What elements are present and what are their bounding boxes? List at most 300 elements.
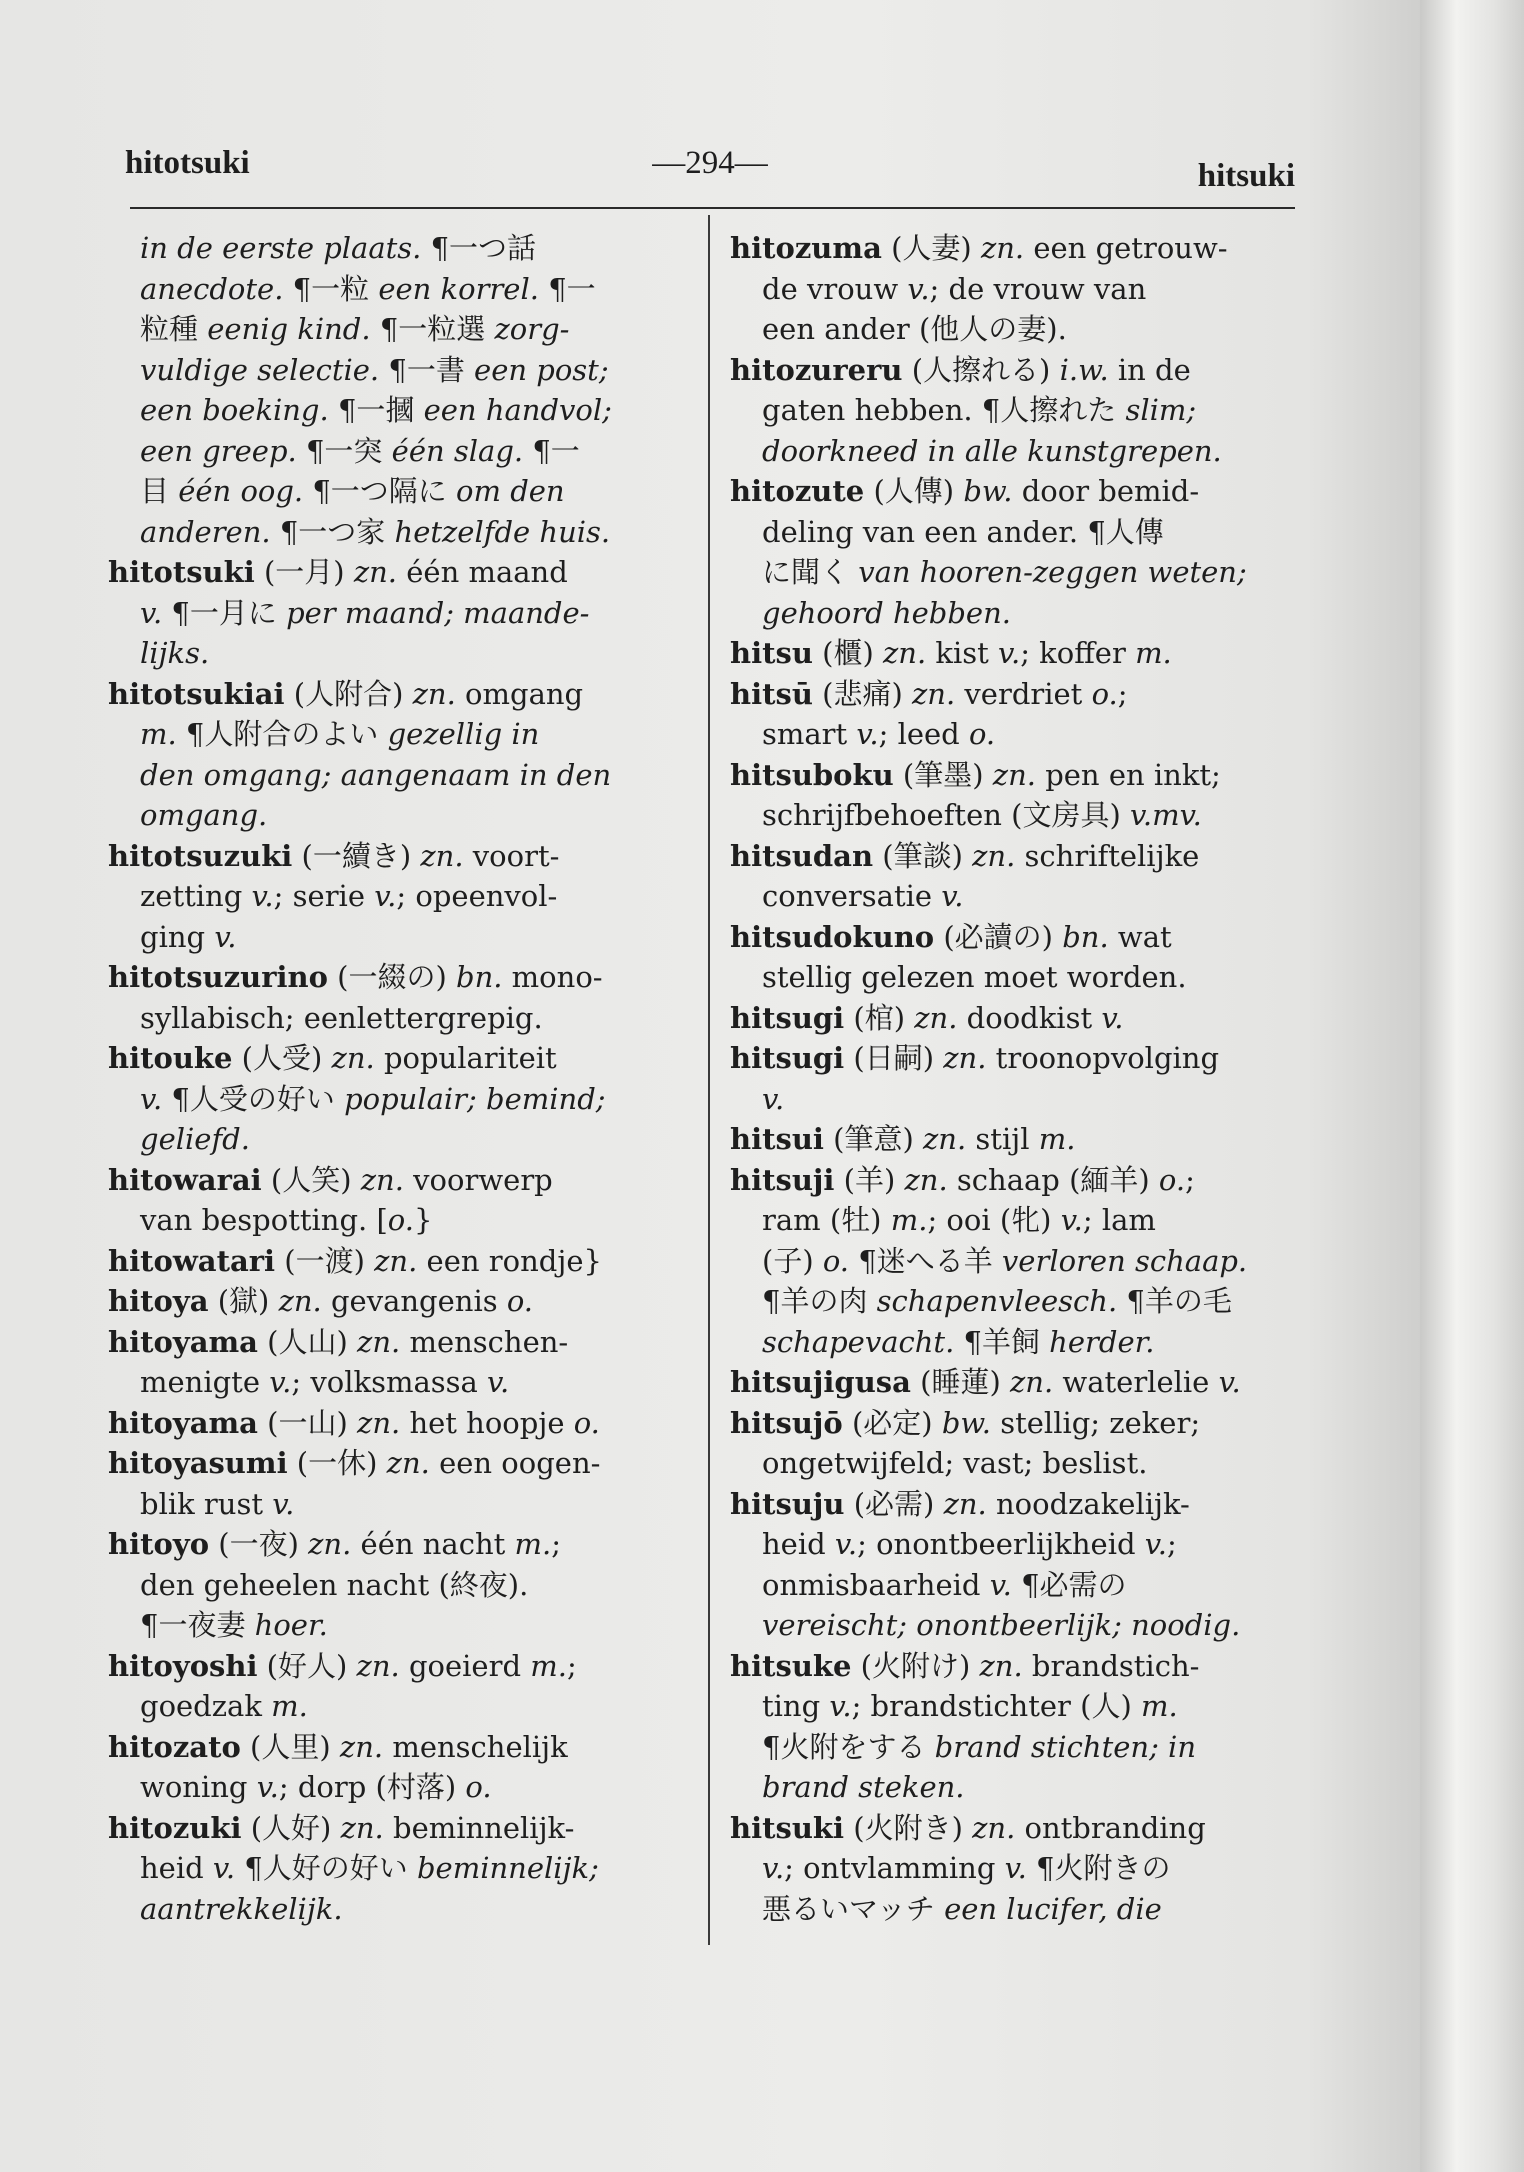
entry-text: m.	[530, 1648, 567, 1683]
entry-text: ¶人受の好い	[162, 1081, 345, 1116]
entry-text: 悪るいマッチ	[762, 1891, 945, 1926]
dictionary-line	[730, 350, 1290, 391]
dictionary-line	[730, 714, 1290, 755]
entry-text: v.	[374, 879, 397, 913]
entry-text: o.	[968, 717, 996, 751]
headword: hitozuki	[108, 1810, 242, 1845]
dictionary-line	[108, 1362, 693, 1403]
entry-text: anecdote.	[140, 271, 293, 306]
entry-text: schrijfbehoeften (文房具)	[762, 798, 1130, 832]
entry-text: deling van een ander. ¶人傳	[762, 514, 1164, 549]
entry-text: het hoopje	[400, 1405, 574, 1440]
headword: hitsujigusa	[730, 1365, 911, 1399]
entry-text: troonopvolging	[986, 1041, 1220, 1075]
entry-text: zn.	[308, 1527, 352, 1561]
dictionary-line	[730, 228, 1290, 269]
dictionary-line	[730, 552, 1290, 593]
dictionary-line	[108, 1686, 693, 1727]
entry-text: een oogen-	[429, 1446, 601, 1480]
entry-text: v.	[856, 717, 879, 751]
entry-text: ; de vrouw van	[929, 271, 1147, 306]
entry-text: brandstich-	[1022, 1648, 1200, 1683]
entry-text: hetzelfde huis.	[394, 514, 611, 549]
dictionary-line	[108, 1443, 693, 1484]
entry-text: (一山)	[257, 1405, 358, 1440]
entry-text: schriftelijke	[1015, 838, 1200, 873]
dictionary-line	[730, 1565, 1290, 1606]
dictionary-line	[730, 795, 1290, 836]
entry-text: doodkist	[957, 1000, 1102, 1035]
headword: hitotsukiai	[108, 676, 285, 711]
entry-text: zn.	[340, 1810, 384, 1845]
entry-text: ging	[140, 919, 215, 954]
entry-text: (人好)	[241, 1810, 341, 1845]
entry-text: zetting	[140, 879, 252, 913]
entry-text: één nacht	[351, 1527, 515, 1561]
entry-text: (一休)	[287, 1446, 387, 1480]
dictionary-line	[730, 876, 1290, 917]
entry-text: ¶一	[532, 433, 580, 468]
entry-text: waterlelie	[1053, 1365, 1219, 1399]
entry-text: ; dorp (村落)	[278, 1770, 466, 1804]
entry-text: zn.	[353, 555, 398, 589]
dictionary-line	[108, 1403, 693, 1444]
dictionary-line	[730, 633, 1290, 674]
entry-text: v.	[214, 919, 237, 954]
entry-text: ;	[551, 1527, 562, 1561]
entry-text: één maand	[397, 555, 568, 589]
dictionary-line	[108, 1565, 693, 1606]
entry-text: noodzakelijk-	[986, 1486, 1190, 1521]
entry-text: ;	[1117, 676, 1128, 711]
entry-text: ¶一月に	[162, 595, 287, 630]
dictionary-line	[108, 1767, 693, 1808]
entry-text: een rondje}	[417, 1243, 602, 1278]
headword: hitsuboku	[730, 757, 894, 792]
entry-text: (必讀の)	[934, 919, 1063, 954]
headword: hitoya	[108, 1284, 209, 1318]
entry-text: vuldige selectie.	[140, 352, 389, 387]
entry-text: heid	[140, 1851, 213, 1885]
dictionary-line	[108, 1322, 693, 1363]
entry-text: zn.	[904, 1162, 948, 1197]
headword: hitsuji	[730, 1162, 835, 1197]
headword: hitoyo	[108, 1527, 210, 1561]
entry-text: een greep.	[140, 433, 306, 468]
entry-text: wat	[1108, 919, 1172, 954]
entry-text: (日嗣)	[844, 1041, 944, 1075]
entry-text: zn.	[980, 231, 1025, 265]
entry-text: ¶火附をする	[762, 1729, 935, 1764]
entry-text: zn.	[923, 1122, 967, 1156]
entry-text: v.	[762, 1851, 785, 1885]
entry-text: v.	[1218, 1365, 1241, 1399]
entry-text: ontbranding	[1015, 1810, 1206, 1845]
entry-text: smart	[762, 717, 857, 751]
right-column	[730, 228, 1290, 1929]
dictionary-line	[108, 1524, 693, 1565]
dictionary-line	[108, 674, 693, 715]
entry-text: zn.	[943, 1486, 987, 1521]
entry-text: (人擦れる)	[902, 352, 1060, 387]
entry-text: v.	[140, 595, 163, 630]
entry-text: zn.	[412, 676, 456, 711]
entry-text: zn.	[357, 1324, 401, 1359]
headword: hitsudan	[730, 838, 874, 873]
entry-text: aantrekkelijk.	[140, 1891, 343, 1926]
entry-text: (一續き)	[292, 838, 421, 873]
dictionary-line	[730, 957, 1290, 998]
headword: hitsudokuno	[730, 919, 935, 954]
entry-text: (人妻)	[881, 231, 981, 265]
entry-text: zn.	[357, 1405, 401, 1440]
entry-text: een handvol;	[423, 393, 612, 427]
headword: hitoyama	[108, 1405, 258, 1440]
entry-text: v.	[989, 1567, 1012, 1602]
entry-text: m.	[271, 1689, 308, 1723]
entry-text: omgang.	[140, 798, 268, 832]
entry-text: (櫃)	[812, 636, 883, 670]
dictionary-line	[108, 1038, 693, 1079]
entry-text: woning	[140, 1770, 257, 1804]
dictionary-line	[730, 1524, 1290, 1565]
entry-text: ongetwijfeld; vast; beslist.	[762, 1446, 1148, 1480]
dictionary-line	[108, 1484, 693, 1525]
dictionary-line	[730, 593, 1290, 634]
entry-text: gevangenis	[321, 1284, 507, 1318]
headword: hitsugi	[730, 1041, 845, 1075]
headword: hitozato	[108, 1729, 241, 1764]
entry-text: één slag.	[391, 433, 533, 468]
dictionary-line	[730, 1281, 1290, 1322]
entry-text: (筆墨)	[893, 757, 993, 792]
entry-text: lijks.	[140, 636, 210, 670]
entry-text: v.	[1144, 1527, 1167, 1561]
entry-text: zn.	[943, 1041, 987, 1075]
entry-text: ; ooi (牝)	[927, 1203, 1061, 1237]
entry-text: een boeking.	[140, 393, 338, 427]
entry-text: m.	[140, 717, 177, 751]
entry-text: v.	[1101, 1000, 1124, 1035]
entry-text: v.	[212, 1851, 236, 1885]
entry-text: de vrouw	[762, 271, 908, 306]
entry-text: ¶迷へる羊	[849, 1243, 1002, 1278]
entry-text: o.	[1091, 676, 1118, 711]
entry-text: stellig; zeker;	[991, 1405, 1201, 1440]
entry-text: zn.	[374, 1243, 418, 1278]
dictionary-line	[730, 471, 1290, 512]
entry-text: ram (牡)	[762, 1203, 891, 1237]
entry-text: (一渡)	[275, 1243, 375, 1278]
entry-text: goedzak	[140, 1689, 272, 1723]
book-spine	[1420, 0, 1524, 2172]
entry-text: (人山)	[257, 1324, 358, 1359]
entry-text: に聞く	[762, 555, 859, 589]
dictionary-line	[730, 998, 1290, 1039]
entry-text: (人受)	[232, 1041, 332, 1075]
entry-text: één oog.	[178, 474, 313, 508]
headword: hitsuke	[730, 1648, 852, 1683]
entry-text: doorkneed in alle kunstgrepen.	[762, 433, 1222, 468]
left-guide-word: hitotsuki	[125, 145, 250, 181]
dictionary-line	[108, 1727, 693, 1768]
dictionary-line	[730, 1484, 1290, 1525]
entry-text: v.	[998, 636, 1021, 670]
entry-text: zn.	[912, 676, 956, 711]
entry-text: v.	[487, 1365, 510, 1399]
dictionary-line	[108, 593, 693, 634]
entry-text: (人笑)	[261, 1162, 361, 1197]
entry-text: stellig gelezen moet worden.	[762, 960, 1187, 994]
entry-text: zn.	[883, 636, 927, 670]
dictionary-line	[730, 1808, 1290, 1849]
entry-text: zn.	[331, 1041, 375, 1075]
entry-text: bn.	[1062, 919, 1109, 954]
entry-text: v.	[1004, 1851, 1027, 1885]
entry-text: zn.	[914, 1000, 958, 1035]
entry-text: brand steken.	[762, 1770, 965, 1804]
entry-text: v.	[256, 1770, 279, 1804]
entry-text: beminnelijk;	[416, 1851, 599, 1885]
dictionary-line	[730, 390, 1290, 431]
dictionary-line	[730, 836, 1290, 877]
entry-text: o.	[506, 1284, 533, 1318]
entry-text: ¶一つ家	[279, 514, 395, 549]
entry-text: o.	[1158, 1162, 1186, 1197]
dictionary-line	[108, 1200, 693, 1241]
dictionary-line	[730, 674, 1290, 715]
entry-text: zn.	[356, 1648, 400, 1683]
entry-text: ; lam	[1082, 1203, 1156, 1237]
entry-text: zn.	[972, 1810, 1016, 1845]
dictionary-line	[108, 228, 693, 269]
headword: hitsu	[730, 636, 813, 670]
entry-text: in de	[1108, 352, 1191, 387]
entry-text: (筆談)	[873, 838, 973, 873]
headword: hitowatari	[108, 1243, 276, 1278]
entry-text: hoer.	[254, 1608, 328, 1642]
entry-text: ¶一粒選	[379, 312, 495, 346]
entry-text: v.	[907, 271, 930, 306]
entry-text: ; koffer	[1020, 636, 1136, 670]
entry-text: (棺)	[844, 1000, 915, 1035]
entry-text: v.mv.	[1129, 798, 1202, 832]
entry-text: herder.	[1049, 1324, 1155, 1359]
entry-text: den geheelen nacht (終夜).	[140, 1567, 529, 1602]
entry-text: voort-	[463, 838, 560, 873]
dictionary-line	[730, 1848, 1290, 1889]
entry-text: i.w.	[1059, 352, 1109, 387]
entry-text: ting	[762, 1689, 830, 1723]
entry-text: }	[413, 1203, 433, 1237]
dictionary-line	[108, 1241, 693, 1282]
entry-text: schaap (緬羊)	[947, 1162, 1159, 1197]
entry-text: ;	[1185, 1162, 1195, 1197]
entry-text: menschelijk	[383, 1729, 568, 1764]
entry-text: ¶一突	[305, 433, 392, 468]
dictionary-line	[730, 917, 1290, 958]
dictionary-line	[108, 350, 693, 391]
entry-text: zn.	[992, 757, 1036, 792]
entry-text: om den	[456, 474, 565, 508]
entry-text: v.	[941, 879, 964, 913]
dictionary-line	[108, 1605, 693, 1646]
entry-text: in de eerste plaats.	[140, 231, 431, 265]
dictionary-line	[108, 836, 693, 877]
entry-text: ; ontvlamming	[784, 1851, 1005, 1885]
entry-text: schapevacht.	[762, 1324, 955, 1359]
entry-text: v.	[762, 1081, 785, 1116]
entry-text: v.	[251, 879, 274, 913]
entry-text: van bespotting. [	[140, 1203, 388, 1237]
entry-text: onmisbaarheid	[762, 1567, 990, 1602]
headword: hitsui	[730, 1122, 824, 1156]
entry-text: ¶一つ話	[430, 231, 537, 265]
dictionary-line	[108, 269, 693, 310]
headword: hitsujō	[730, 1405, 843, 1440]
dictionary-line	[108, 1808, 693, 1849]
dictionary-line	[730, 1889, 1290, 1930]
entry-text: m.	[1038, 1122, 1076, 1156]
entry-text: zn.	[386, 1446, 430, 1480]
entry-text: (人里)	[240, 1729, 340, 1764]
right-guide-word: hitsuki	[1197, 158, 1295, 194]
entry-text: (好人)	[257, 1648, 357, 1683]
dictionary-line	[108, 1119, 693, 1160]
entry-text: (人傳)	[864, 474, 964, 508]
entry-text: ¶羊飼	[954, 1324, 1050, 1359]
entry-text: kist	[926, 636, 999, 670]
entry-text: v.	[829, 1689, 852, 1723]
entry-text: heid	[762, 1527, 835, 1561]
entry-text: o.	[465, 1770, 492, 1804]
entry-text: zn.	[360, 1162, 404, 1197]
dictionary-line	[730, 1646, 1290, 1687]
entry-text: blik rust	[140, 1486, 273, 1521]
dictionary-line	[108, 390, 693, 431]
entry-text: v.	[140, 1081, 163, 1116]
entry-text: bw.	[941, 1405, 991, 1440]
entry-text: ;	[1166, 1527, 1177, 1561]
entry-text: (必定)	[842, 1405, 942, 1440]
entry-text: ; brandstichter (人)	[851, 1689, 1141, 1723]
entry-text: (人附合)	[284, 676, 413, 711]
entry-text: een lucifer, die	[944, 1891, 1162, 1926]
dictionary-line	[108, 714, 693, 755]
entry-text: 目	[140, 474, 179, 508]
headword: hitotsuzurino	[108, 960, 328, 994]
dictionary-line	[108, 512, 693, 553]
dictionary-line	[730, 512, 1290, 553]
headword: hitowarai	[108, 1162, 262, 1197]
entry-text: verdriet	[955, 676, 1092, 711]
entry-text: ¶羊の肉	[762, 1284, 877, 1318]
entry-text: ¶人附合のよい	[176, 717, 388, 751]
entry-text: ¶人好の好い	[235, 1851, 417, 1885]
headword: hitotsuzuki	[108, 838, 293, 873]
entry-text: (筆意)	[823, 1122, 924, 1156]
entry-text: voorwerp	[403, 1162, 553, 1197]
entry-text: (一綴の)	[327, 960, 456, 994]
entry-text: pen en inkt;	[1035, 757, 1221, 792]
entry-text: conversatie	[762, 879, 942, 913]
entry-text: v.	[834, 1527, 858, 1561]
dictionary-line	[730, 1119, 1290, 1160]
dictionary-line	[730, 1686, 1290, 1727]
entry-text: per maand; maande-	[286, 595, 590, 630]
entry-text: o.	[387, 1203, 414, 1237]
dictionary-line	[730, 1160, 1290, 1201]
entry-text: anderen.	[140, 514, 280, 549]
headword: hitsuju	[730, 1486, 845, 1521]
dictionary-line	[730, 1767, 1290, 1808]
headword: hitsuki	[730, 1810, 845, 1845]
entry-text: ¶一書	[388, 352, 475, 387]
dictionary-line	[108, 957, 693, 998]
entry-text: ¶一摑	[337, 393, 424, 427]
entry-text: menschen-	[400, 1324, 569, 1359]
headword: hitsū	[730, 676, 813, 711]
entry-text: (一月)	[254, 555, 354, 589]
entry-text: stijl	[966, 1122, 1039, 1156]
entry-text: m.	[890, 1203, 928, 1237]
headword: hitozuma	[730, 231, 882, 265]
entry-text: menigte	[140, 1365, 270, 1399]
entry-text: omgang	[455, 676, 584, 711]
entry-text: ¶必需の	[1011, 1567, 1127, 1602]
page-header	[125, 140, 1295, 194]
dictionary-line	[108, 795, 693, 836]
dictionary-line	[108, 755, 693, 796]
entry-text: ; onontbeerlijkheid	[857, 1527, 1145, 1561]
entry-text: zn.	[979, 1648, 1023, 1683]
dictionary-line	[730, 755, 1290, 796]
entry-text: v.	[272, 1486, 295, 1521]
entry-text: zn.	[1009, 1365, 1054, 1399]
headword: hitozureru	[730, 352, 903, 387]
entry-text: o.	[822, 1243, 850, 1278]
dictionary-line	[108, 876, 693, 917]
dictionary-line	[108, 1889, 693, 1930]
entry-text: zn.	[420, 838, 464, 873]
entry-text: (必需)	[844, 1486, 944, 1521]
dictionary-line	[108, 1160, 693, 1201]
entry-text: ¶羊の毛	[1117, 1284, 1232, 1318]
headword: hitoyasumi	[108, 1446, 288, 1480]
dictionary-line	[730, 1403, 1290, 1444]
headword: hitsugi	[730, 1000, 845, 1035]
entry-text: o.	[573, 1405, 600, 1440]
entry-text: (火附け)	[851, 1648, 980, 1683]
entry-text: (火附き)	[844, 1810, 973, 1845]
entry-text: (子)	[762, 1243, 823, 1278]
entry-text: brand stichten; in	[934, 1729, 1197, 1764]
entry-text: een getrouw-	[1024, 231, 1228, 265]
dictionary-line	[108, 1281, 693, 1322]
entry-text: ¶一夜妻	[140, 1608, 255, 1642]
entry-text: ; serie	[273, 879, 375, 913]
dictionary-line	[730, 1241, 1290, 1282]
dictionary-line	[730, 1322, 1290, 1363]
dictionary-line	[730, 1079, 1290, 1120]
dictionary-line	[108, 431, 693, 472]
dictionary-line	[108, 917, 693, 958]
entry-text: ;	[566, 1648, 577, 1683]
dictionary-line	[108, 998, 693, 1039]
dictionary-line	[730, 1200, 1290, 1241]
dictionary-line	[730, 1443, 1290, 1484]
entry-text: 粒種	[140, 312, 208, 346]
